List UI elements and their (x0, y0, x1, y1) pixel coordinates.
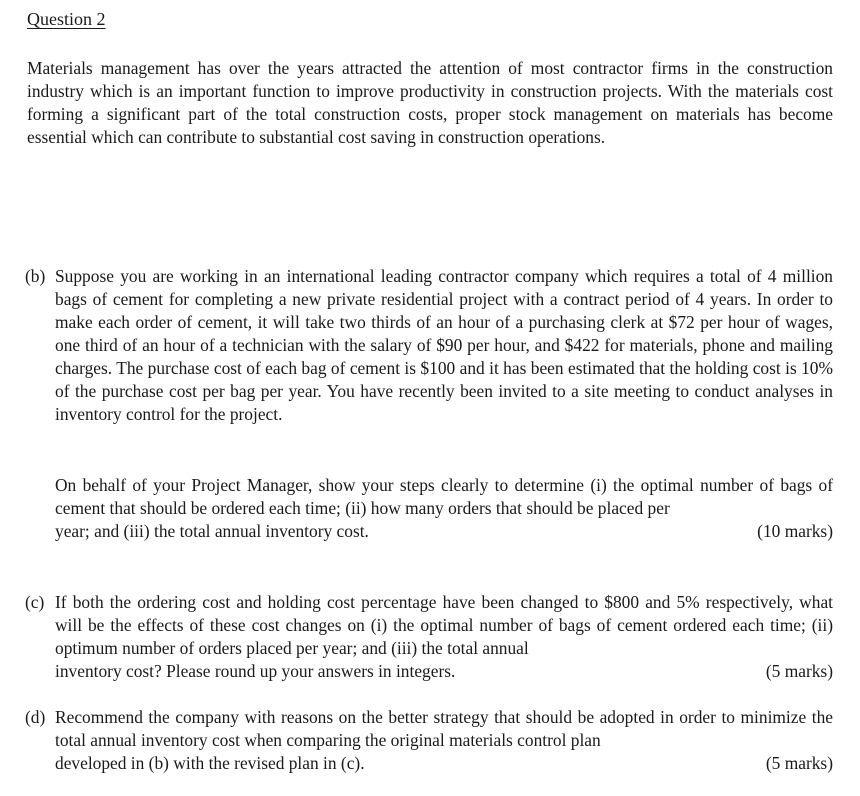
part-d-last-line: developed in (b) with the revised plan in (c). (55, 753, 365, 773)
part-b-text: Suppose you are working in an international leading contractor company which requires a total of 4 million bags of cement for completing a new private residential project with a contract period of 4 years. In order to make each order of cement, it will take two thirds of an hour of a purchasing clerk at $72 per hour of wages, one third of an hour of a technician with the salary of $90 per hour, and $422 for materials, phone and mailing charges. The purchase cost of each bag of cement is $100 and it has been estimated that the holding cost is 10% of the purchase cost per bag per year. You have recently been invited to a site meeting to conduct analyses in inventory control for the project. (55, 266, 833, 424)
part-c-text: If both the ordering cost and holding cost percentage have been changed to $800 and 5% respectively, what will be the effects of these cost changes on (i) the optimal number of bags of cement ordered each time; (ii) optimum number of orders placed per year; and (iii) the total annual (55, 592, 833, 658)
part-b-task-last-line: year; and (iii) the total annual inventory cost. (55, 521, 369, 541)
part-b-marks-line (55, 520, 833, 543)
part-c-last-line: inventory cost? Please round up your answers in integers. (55, 661, 456, 681)
part-b-label: (b) (25, 266, 46, 286)
part-b-task-text: On behalf of your Project Manager, show your steps clearly to determine (i) the optimal number of bags of cement that should be ordered each time; (ii) how many orders that should be placed per (55, 475, 833, 518)
part-d-label: (d) (25, 707, 46, 727)
part-d-marks: (5 marks) (765, 753, 833, 773)
part-c-label: (c) (25, 592, 45, 612)
intro-paragraph: Materials management has over the years attracted the attention of most contractor firms in the construction industry which is an important function to improve productivity in construction projects. With the materials cost forming a significant part of the total construction costs, proper stock management on materials has become essential which can contribute to substantial cost saving in construction operations. (27, 58, 833, 147)
question-title: Question 2 (27, 9, 106, 29)
part-c-marks-line (55, 660, 833, 683)
part-c-marks: (5 marks) (765, 661, 833, 681)
part-b-marks: (10 marks) (757, 521, 833, 541)
part-d-text: Recommend the company with reasons on the better strategy that should be adopted in order to minimize the total annual inventory cost when comparing the original materials control plan (55, 707, 833, 750)
part-d-marks-line (55, 752, 833, 775)
